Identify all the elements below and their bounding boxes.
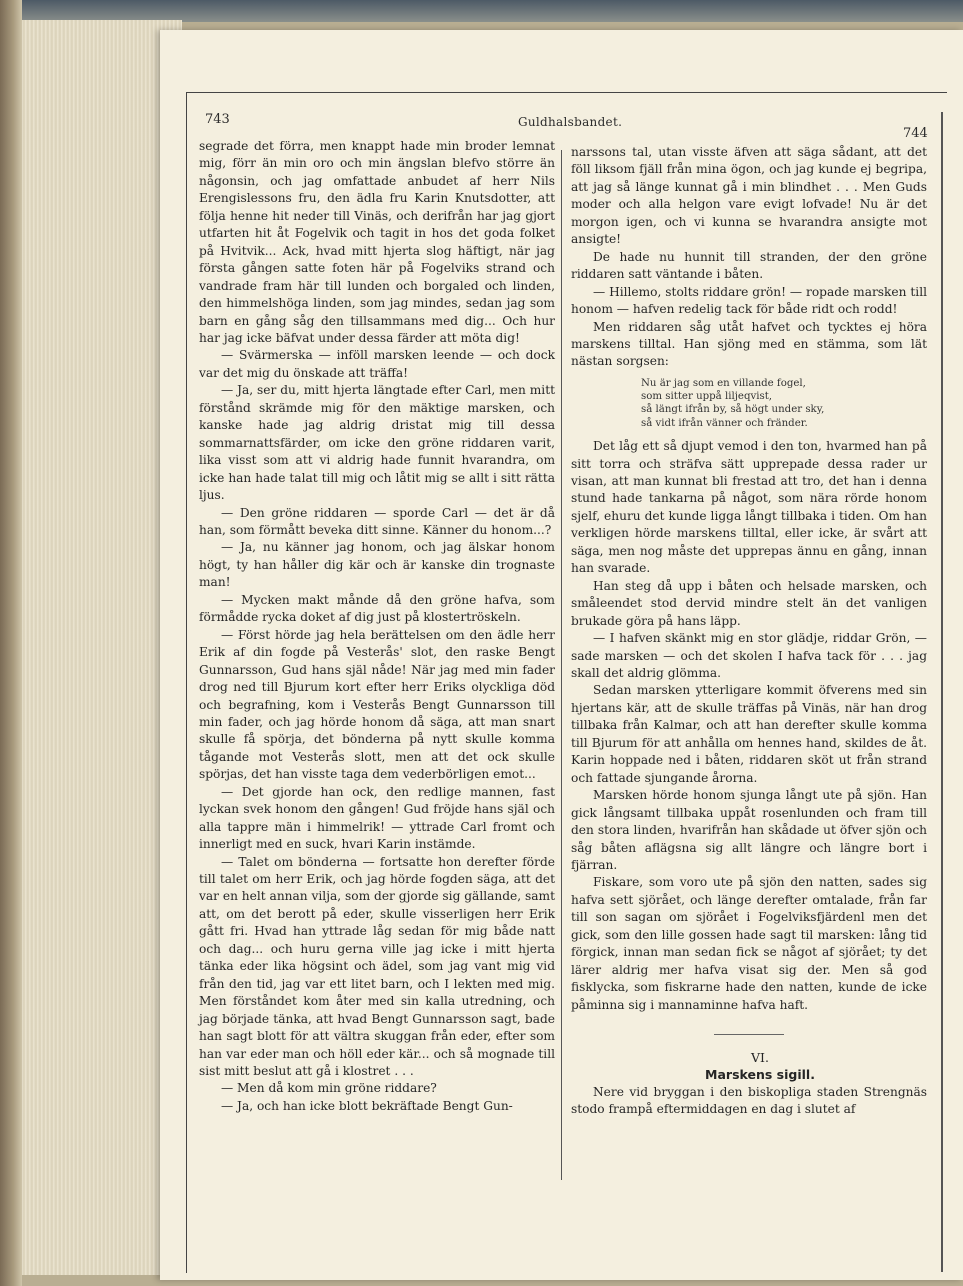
right-column <box>571 144 927 1119</box>
paragraph: — I hafven skänkt mig en stor glädje, riddar Grön, — sade marsken — och det skolen I hafva tack för . . . jag skall det aldrig glömma. <box>571 631 927 680</box>
paragraph: — Svärmerska — inföll marsken leende — och dock var det mig du önskade att träffa! <box>199 348 555 380</box>
paragraph: Fiskare, som voro ute på sjön den natten, sades sig hafva sett sjörået, och länge derefter omtalade, från far till son sagan om sjörået i Fogelviksfjärdenl men det gick, som den lille gossen hade sagt til marsken: lång tid förgick, innan man sedan fick se något af sjörået; ty det lärer aldrig mer hafva visat sig der. Men så god fisklycka, som fiskrarne hade den natten, kunde de icke påminna sig i mannaminne hafva haft. <box>571 875 927 1012</box>
paragraph: Marsken hörde honom sjunga långt ute på sjön. Han gick långsamt tillbaka uppåt rosenlunden och fram till den stora linden, hvarifrån han skådade ut öfver sjön och såg båten aflägsna sig allt längre och längre bort i fjärran. <box>571 788 927 872</box>
paragraph: — Mycken makt månde då den gröne hafva, som förmådde rycka doket af dig just på klostertröskeln. <box>199 592 555 625</box>
section-rule <box>714 1034 784 1035</box>
paragraph: — Den gröne riddaren — sporde Carl — det är då han, som förmått beveka ditt sinne. Känner du honom...? <box>199 505 555 537</box>
song-verse <box>641 377 927 430</box>
page-frame-right-rule <box>941 112 943 1272</box>
column-divider <box>561 150 562 1180</box>
paragraph: Nere vid bryggan i den biskopliga staden Strengnäs stodo frampå eftermiddagen en dag i slutet af <box>571 1084 927 1117</box>
left-column <box>199 138 555 1115</box>
verse-line: så vidt ifrån vänner och fränder. <box>641 417 808 429</box>
paragraph: De hade nu hunnit till stranden, der den gröne riddaren satt väntande i båten. <box>571 249 927 282</box>
paragraph: — Ja, nu känner jag honom, och jag älskar honom högt, ty han håller dig kär och är kanske din trognaste man! <box>199 540 555 590</box>
page-number-left: 743 <box>205 112 230 127</box>
paragraph: — Men då kom min gröne riddare? <box>221 1081 437 1096</box>
paragraph: narssons tal, utan visste äfven att säga sådant, att det föll liksom fjäll från mina ögon, och jag kunde ej begripa, att jag så länge kunnat gå i min blindhet . . . Men Guds moder och alla helgon vare evigt lofvade! Nu är det morgon igen, och vi kunna se hvarandra ansigte mot ansigte! <box>571 145 927 247</box>
verse-line: så längt ifrån by, så högt under sky, <box>641 404 825 416</box>
chapter-title: Marskens sigill. <box>705 1067 815 1083</box>
paragraph: Det låg ett så djupt vemod i den ton, hvarmed han på sitt torra och sträfva sätt upprepade dessa rader ur visan, att man kunnat bli frestad att tro, det han i denna stund hade tankarna på något, som nära rörde honom sjelf, ehuru det kunde ligga långt tillbaka i tiden. Om han verkligen hörde marskens tilltal, eller icke, är svårt att säga, men nog måste det upprepas ännu en gång, innan han svarade. <box>571 439 927 576</box>
verse-line: Nu är jag som en villande fogel, <box>641 377 806 389</box>
running-title: Guldhalsbandet. <box>518 115 623 129</box>
verse-line: som sitter uppå liljeqvist, <box>641 391 773 403</box>
paragraph: Men riddaren såg utåt hafvet och tycktes ej höra marskens tilltal. Han sjöng med en stämma, som lät nästan sorgsen: <box>571 319 927 369</box>
paragraph: Sedan marsken ytterligare kommit öfverens med sin hjertans kär, att de skulle träffas på Vinäs, när han drog tillbaka från Kalmar, och att han derefter skulle komma till Bjurum för att anhålla om hennes hand, skildes de åt. Karin hoppade ned i båten, riddaren sköt ut från strand och fattade sjungande årorna. <box>571 683 927 785</box>
paragraph: Han steg då upp i båten och helsade marsken, och småleendet stod dervid mindre stelt än det vanligen brukade göra på hans läpp. <box>571 578 927 628</box>
page-number-right: 744 <box>903 126 928 141</box>
paragraph: — Ja, och han icke blott bekräftade Bengt Gun- <box>221 1098 513 1113</box>
paragraph: segrade det förra, men knappt hade min broder lemnat mig, förr än min oro och min ängslan blefvo större än någonsin, och jag omfattade anbudet af herr Nils Erengislessons fru, den ädla fru Karin Knutsdotter, att följa henne hit neder till Vinäs, och derifrån har jag gjort utfarten hit åt Fogelvik och tagit in hos det goda folket på Hvitvik... Ack, hvad mitt hjerta slog häftigt, när jag första gången satte foten här på Fogelviks strand och vandrade fram här till lunden och borgaled och linden, den himmelshöga linden, som jag mindes, sedan jag som barn en gång såg den tillsammans med dig... Och hur har jag icke bäfvat under dessa färder att möta dig! <box>199 139 555 345</box>
paragraph: — Först hörde jag hela berättelsen om den ädle herr Erik af din fogde på Vesterås' slot, den raske Bengt Gunnarsson, Gud hans själ nåde! När jag med min fader drog ned till Bjurum kort efter herr Eriks olyckliga död och begrafning, kom i Vesterås Bengt Gunnarsson till min fader, och jag hörde honom då säga, att man snart skulle få spörja, det bönderna på nytt skulle komma tågande mot Vesterås slott, men att det ock skulle spörjas, det han visste taga dem vederbörligen emot... <box>199 627 555 782</box>
book-spine-edge <box>0 0 22 1286</box>
paragraph: — Ja, ser du, mitt hjerta längtade efter Carl, men mitt förstånd skrämde mig för den mäktige marsken, och kanske hade jag aldrig dristat mig till dessa sommarnattsfärder, om icke den gröne riddaren varit, lika visst som att vi aldrig hade funnit hvarandra, om icke han hade talat till mig och låtit mig se allt i sitt rätta ljus. <box>199 383 555 503</box>
chapter-number: VI. <box>751 1050 769 1066</box>
paragraph: — Det gjorde han ock, den redlige mannen, fast lyckan svek honom den gången! Gud fröjde hans själ och alla tappre män i himmelrik! — yttrade Carl fromt och innerligt med en suck, hvari Karin instämde. <box>199 784 555 852</box>
paragraph: — Talet om bönderna — fortsatte hon derefter förde till talet om herr Erik, och jag hörde fogden säga, att det var en helt annan vilja, som der gjorde sig gällande, samt att, om det berott på eder, skulle visserligen herr Erik gått fri. Hvad han yttrade låg sedan för mig både natt och dag... och huru gerna ville jag icke i mitt hjerta tänka eder lika högsint och ädel, som jag vant mig vid från den tid, jag var ett litet barn, och I lekten med mig. Men förståndet kom åter med sin kalla utredning, och jag började tänka, att hvad Bengt Gunnarsson sagt, bade han sagt blott för att vältra skuggan från eder, efter som han var eder man och höll eder kär... och så mognade till sist mitt beslut att gå i klostret . . . <box>199 854 555 1079</box>
page-edges <box>22 20 182 1275</box>
book-top-edge <box>0 0 963 22</box>
paragraph: — Hillemo, stolts riddare grön! — ropade marsken till honom — hafven redelig tack för både ridt och rodd! <box>571 284 927 317</box>
